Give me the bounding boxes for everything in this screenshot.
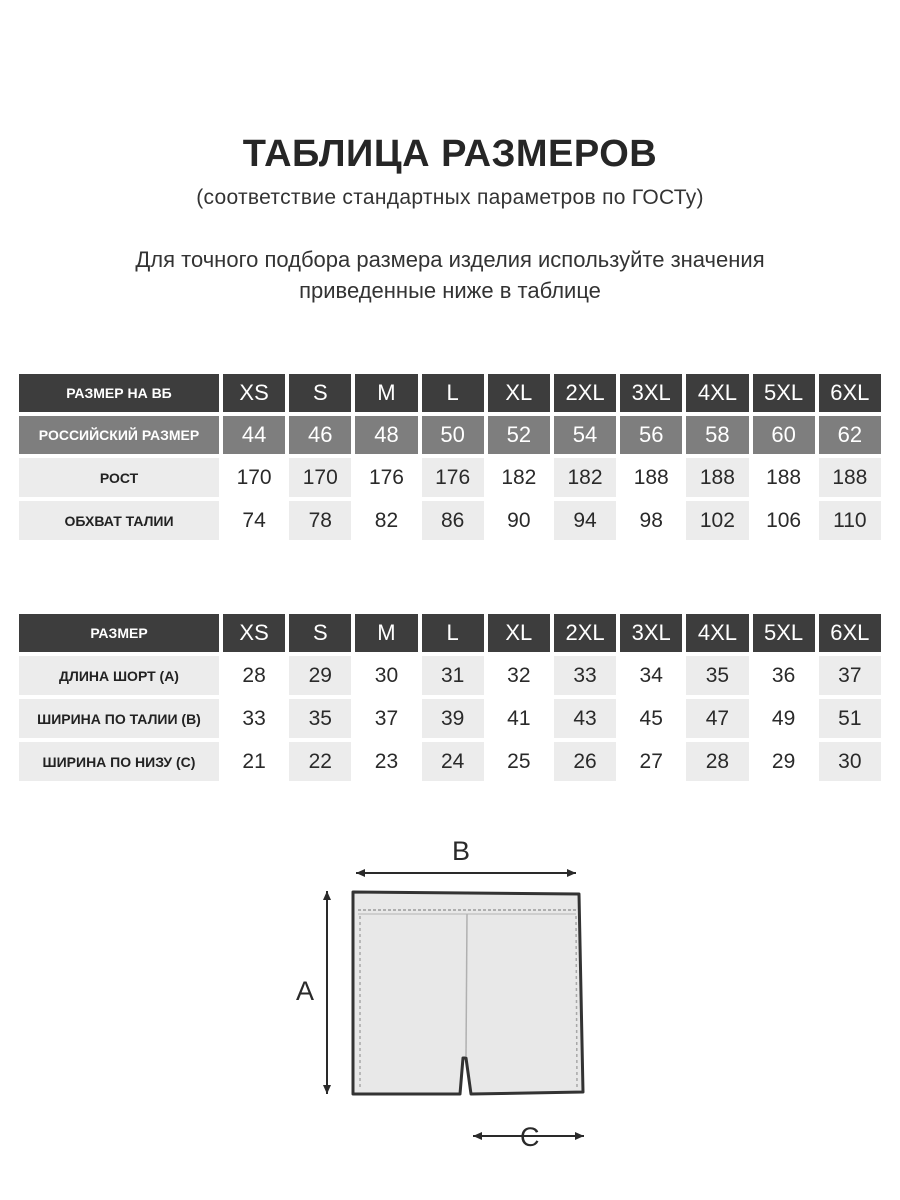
table-cell: XL [488,614,550,652]
table-cell: 102 [686,501,748,540]
label-b: B [452,836,471,866]
table-cell: 58 [686,416,748,454]
table-cell: 90 [507,508,531,532]
table-cell: 36 [771,663,796,687]
table-cell: 27 [639,749,663,773]
table-cell: 170 [289,458,351,497]
table-cell: 33 [242,706,266,730]
table-cell: 54 [554,416,616,454]
table-cell: 106 [766,508,802,532]
intro-text [0,244,900,306]
right-side-stitch [576,916,577,1088]
table-row-hem-width [19,742,881,781]
table-cell: L [422,374,484,412]
table-cell: 82 [374,508,399,532]
label-c: C [520,1122,540,1152]
table-cell: 188 [766,465,802,489]
intro-line-2: приведенные ниже в таблице [299,278,601,303]
table-cell: 46 [289,416,351,454]
table-cell: 23 [374,749,399,773]
table-cell: 30 [374,663,399,687]
table-cell: 51 [819,699,881,738]
table-cell: M [355,374,417,412]
table-cell: S [289,374,351,412]
table-cell: 31 [422,656,484,695]
table-cell: 29 [771,749,796,773]
table-cell: 110 [819,501,881,540]
shorts-illustration [280,830,620,1160]
row-label: РОСТ [19,458,219,497]
table-cell: 176 [422,458,484,497]
table-cell: 3XL [620,374,682,412]
table-cell: 41 [507,706,531,730]
size-correspondence-table [15,370,885,544]
label-a: A [296,976,315,1006]
table-cell: 3XL [620,614,682,652]
table-cell: 74 [242,508,266,532]
table-cell: 37 [819,656,881,695]
table-cell: 188 [686,458,748,497]
table-cell: 22 [289,742,351,781]
table-cell: 62 [819,416,881,454]
table-cell: 188 [819,458,881,497]
table-cell: 52 [488,416,550,454]
table-cell: S [289,614,351,652]
table-row-wb-size [19,374,881,412]
table-cell: 44 [223,416,285,454]
table-cell: 4XL [686,614,748,652]
table-cell: 176 [368,465,404,489]
table-cell: 26 [554,742,616,781]
center-seam [466,914,467,1056]
table-cell: XS [223,614,285,652]
shorts-outline [353,892,583,1094]
table-cell: 30 [819,742,881,781]
page-subtitle: (соответствие стандартных параметров по ГОСТу) [196,186,704,209]
table-row-russian-size [19,416,881,454]
table-cell: 34 [639,663,663,687]
table-cell: 49 [771,706,796,730]
row-label: ОБХВАТ ТАЛИИ [19,501,219,540]
table-cell: 5XL [753,614,815,652]
table-cell: 35 [686,656,748,695]
garment-measurements-table [15,610,885,785]
table-cell: 6XL [819,374,881,412]
table-cell: 170 [236,465,272,489]
table-row-size [19,614,881,652]
table-cell: 45 [639,706,663,730]
table-cell: 35 [289,699,351,738]
table-cell: 6XL [819,614,881,652]
table-cell: 56 [620,416,682,454]
table-cell: 2XL [554,614,616,652]
table-cell: 2XL [554,374,616,412]
shorts-measurement-diagram [280,830,620,1160]
row-label: ШИРИНА ПО ТАЛИИ (В) [19,699,219,738]
row-label: РОССИЙСКИЙ РАЗМЕР [19,416,219,454]
page-title: ТАБЛИЦА РАЗМЕРОВ [242,133,658,175]
table-cell: M [355,614,417,652]
table-cell: 21 [242,749,266,773]
table-cell: XL [488,374,550,412]
table-row-height [19,458,881,497]
table-row-waist-girth [19,501,881,540]
table-cell: 33 [554,656,616,695]
row-label: ДЛИНА ШОРТ (А) [19,656,219,695]
row-label: РАЗМЕР НА ВБ [19,374,219,412]
table-cell: 24 [422,742,484,781]
row-label: РАЗМЕР [19,614,219,652]
table-cell: 78 [289,501,351,540]
intro-line-1: Для точного подбора размера изделия используйте значения [135,247,765,272]
table-row-waist-width [19,699,881,738]
table-row-shorts-length [19,656,881,695]
table-cell: 39 [422,699,484,738]
table-cell: 43 [554,699,616,738]
table-cell: L [422,614,484,652]
table-cell: 37 [374,706,399,730]
table-cell: XS [223,374,285,412]
table-cell: 182 [554,458,616,497]
table-cell: 25 [507,749,531,773]
row-label: ШИРИНА ПО НИЗУ (С) [19,742,219,781]
table-cell: 5XL [753,374,815,412]
table-cell: 86 [422,501,484,540]
table-cell: 50 [422,416,484,454]
table-cell: 47 [686,699,748,738]
table-cell: 32 [507,663,531,687]
table-cell: 98 [639,508,663,532]
table-cell: 4XL [686,374,748,412]
table-cell: 29 [289,656,351,695]
table-cell: 60 [753,416,815,454]
table-cell: 188 [633,465,669,489]
table-cell: 182 [501,465,537,489]
table-cell: 28 [242,663,266,687]
table-cell: 48 [355,416,417,454]
table-cell: 94 [554,501,616,540]
table-cell: 28 [686,742,748,781]
